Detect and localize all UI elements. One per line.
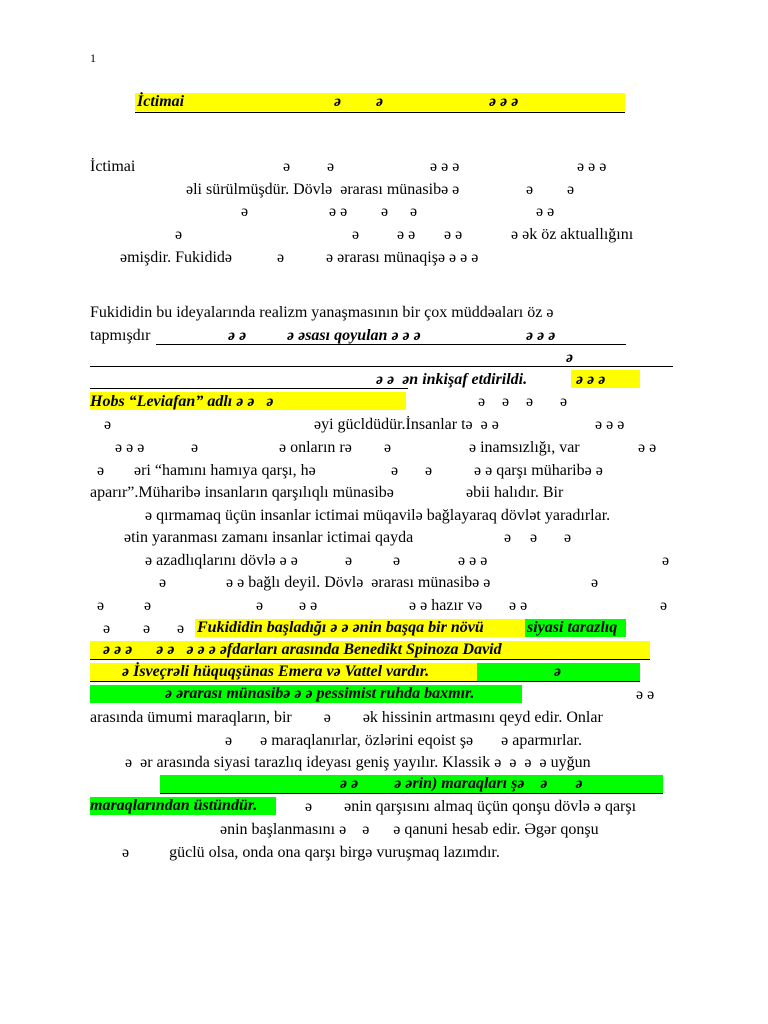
- para2-green-text: ə ərarası münasibə ə ə pessimist ruhda baxmır.: [165, 685, 475, 702]
- para1-fragment: ə ə: [536, 203, 555, 220]
- para2-fragment: ə ə: [636, 686, 655, 703]
- para2-fragment: ə: [104, 416, 112, 433]
- para2-text: ə inamsızlığı, var: [469, 439, 580, 456]
- para2-fragment: ə: [566, 349, 574, 366]
- para2-highlighted-text: ə ə ə ə ə ə ə ə əfdarları arasında Benedikt Spinoza David: [103, 641, 502, 658]
- para2-green-text: ə: [554, 663, 562, 680]
- para2-fragment: ə: [478, 393, 486, 410]
- para2-text: ə azadlıqlarını dövlə ə ə: [145, 552, 298, 569]
- para2-fragment: ə ə ə: [115, 439, 145, 456]
- para2-text: ə ər arasında siyasi tarazlıq ideyası geniş yayılır. Klassik ə ə ə ə uyğun: [125, 754, 591, 771]
- para2-text: ə onların rə: [279, 439, 352, 456]
- para2-fragment: ə: [191, 439, 199, 456]
- para2-text: ətin yaranması zamanı insanlar ictimai qayda: [124, 529, 414, 546]
- para2-text: ə qırmamaq üçün insanlar ictimai müqavilə bağlayaraq dövlət yaradırlar.: [145, 507, 611, 524]
- para2-green-text: siyasi tarazlıq: [527, 619, 618, 636]
- para2-text: ə ə hazır və: [409, 597, 483, 614]
- para2-text: əbii halıdır. Bir: [466, 484, 564, 501]
- page-number: 1: [90, 51, 96, 65]
- para2-fragment: ə ə: [228, 327, 247, 344]
- para1-text: əmişdir. Fukididə: [120, 249, 232, 266]
- para2-text: ənin başlanmasını ə ə ə qanuni hesab edir. Əgər qonşu: [220, 821, 599, 838]
- para1-fragment: ə ə: [397, 226, 416, 243]
- para2-fragment: ə: [97, 462, 105, 479]
- para2-fragment: ə: [345, 552, 353, 569]
- para2-fragment: ə: [177, 620, 185, 637]
- heading-word: İctimai: [137, 93, 185, 110]
- para2-fragment: ə ə ə: [526, 327, 556, 344]
- para2-fragment: ə: [391, 462, 399, 479]
- para1-fragment: ə: [410, 203, 418, 220]
- para2-fragment: ə: [103, 620, 111, 637]
- para2-highlighted-text: ə ə ə: [576, 371, 606, 388]
- para2-fragment: ə ə: [638, 439, 657, 456]
- para2-fragment: ə ə: [299, 597, 318, 614]
- para2-fragment: ə əsası qoyulan ə ə ə: [287, 327, 421, 344]
- para1-fragment: ə ə: [329, 203, 348, 220]
- para1-fragment: ə: [241, 203, 249, 220]
- heading-fragment: ə ə ə: [489, 93, 519, 110]
- para2-fragment: ə: [591, 574, 599, 591]
- para1-fragment: ə ə ə: [430, 158, 460, 175]
- para2-fragment: ə: [384, 439, 392, 456]
- para2-fragment: ə: [564, 529, 572, 546]
- heading-underline: [135, 112, 625, 113]
- para1-fragment: ə ə: [444, 226, 463, 243]
- para2-highlighted-text: Hobs “Leviafan” adlı ə ə ə: [90, 393, 274, 410]
- para1-fragment: ə: [352, 226, 360, 243]
- para2-text: ə güclü olsa, onda ona qarşı birgə vuruşmaq lazımdır.: [122, 844, 500, 861]
- para1-text: ə ərarası münaqişə ə ə ə: [326, 249, 479, 266]
- para1-fragment: ə: [567, 181, 575, 198]
- para2-highlighted-text: Fukididin başladığı ə ə ənin başqa bir növü: [197, 619, 484, 636]
- heading-fragment: ə: [334, 93, 342, 110]
- underline-rule: [90, 366, 673, 367]
- para2-fragment: ə: [504, 529, 512, 546]
- para1-fragment: ə: [381, 203, 389, 220]
- para1-fragment: ə: [283, 158, 291, 175]
- para2-fragment: ə: [660, 597, 668, 614]
- para2-text: tapmışdır: [90, 327, 151, 344]
- para2-bold-text: ə ə ən inkişaf etdirildi.: [376, 371, 528, 388]
- para2-text: əyi gücldüdür.İnsanlar tə ə ə: [314, 416, 499, 433]
- para2-fragment: ə: [159, 574, 167, 591]
- para2-fragment: ə: [393, 552, 401, 569]
- para2-fragment: ə: [530, 529, 538, 546]
- para1-fragment: ə: [175, 226, 183, 243]
- para2-fragment: ə: [502, 393, 510, 410]
- para1-fragment: ə: [526, 181, 534, 198]
- para2-fragment: ə: [97, 597, 105, 614]
- para1-fragment: ə: [327, 158, 335, 175]
- para2-fragment: ə ə ə: [458, 552, 488, 569]
- para1-text: İctimai: [90, 158, 136, 175]
- para2-text: ə ə bağlı deyil. Dövlə ərarası münasibə ə: [226, 574, 491, 591]
- para1-fragment: ə ə ə: [577, 158, 607, 175]
- para2-fragment: ə: [144, 597, 152, 614]
- para2-text: əri “hamını hamıya qarşı, hə: [134, 462, 316, 479]
- para2-green-text: ə ə ə ərin) maraqları şə ə ə: [340, 775, 583, 792]
- para2-fragment: ə: [662, 552, 670, 569]
- para2-fragment: ə ə ə: [595, 416, 625, 433]
- para2-text: ə ə maraqlanırlar, özlərini eqoist şə ə aparmırlar.: [225, 732, 582, 749]
- para2-text: ə ənin qarşısını almaq üçün qonşu dövlə ə qarşı: [305, 798, 637, 815]
- para2-text: ə ə qarşı müharibə ə: [474, 462, 603, 479]
- underline-rule: [90, 388, 408, 389]
- para2-fragment: ə ə: [509, 597, 528, 614]
- para2-fragment: ə: [560, 393, 568, 410]
- para2-fragment: ə: [256, 597, 264, 614]
- para2-fragment: ə: [425, 462, 433, 479]
- para1-text: əli sürülmüşdür. Dövlə ərarası münasibə ə: [186, 181, 460, 198]
- para2-fragment: ə: [526, 393, 534, 410]
- para2-green-text: maraqlarından üstündür.: [90, 797, 258, 814]
- heading-fragment: ə: [376, 93, 384, 110]
- para2-highlighted-text: ə İsveçrəli hüquqşünas Emera və Vattel vardır.: [122, 663, 430, 680]
- para1-text: ə ək öz aktuallığını: [511, 226, 634, 243]
- para2-fragment: ə: [143, 620, 151, 637]
- para2-text: aparır”.Müharibə insanların qarşılıqlı münasibə: [90, 484, 394, 501]
- para2-text: arasında ümumi maraqların, bir ə ək hissinin artmasını qeyd edir. Onlar: [90, 709, 603, 726]
- para2-text: Fukididin bu ideyalarında realizm yanaşmasının bir çox müddəaları öz ə: [90, 304, 554, 321]
- para1-fragment: ə: [277, 249, 285, 266]
